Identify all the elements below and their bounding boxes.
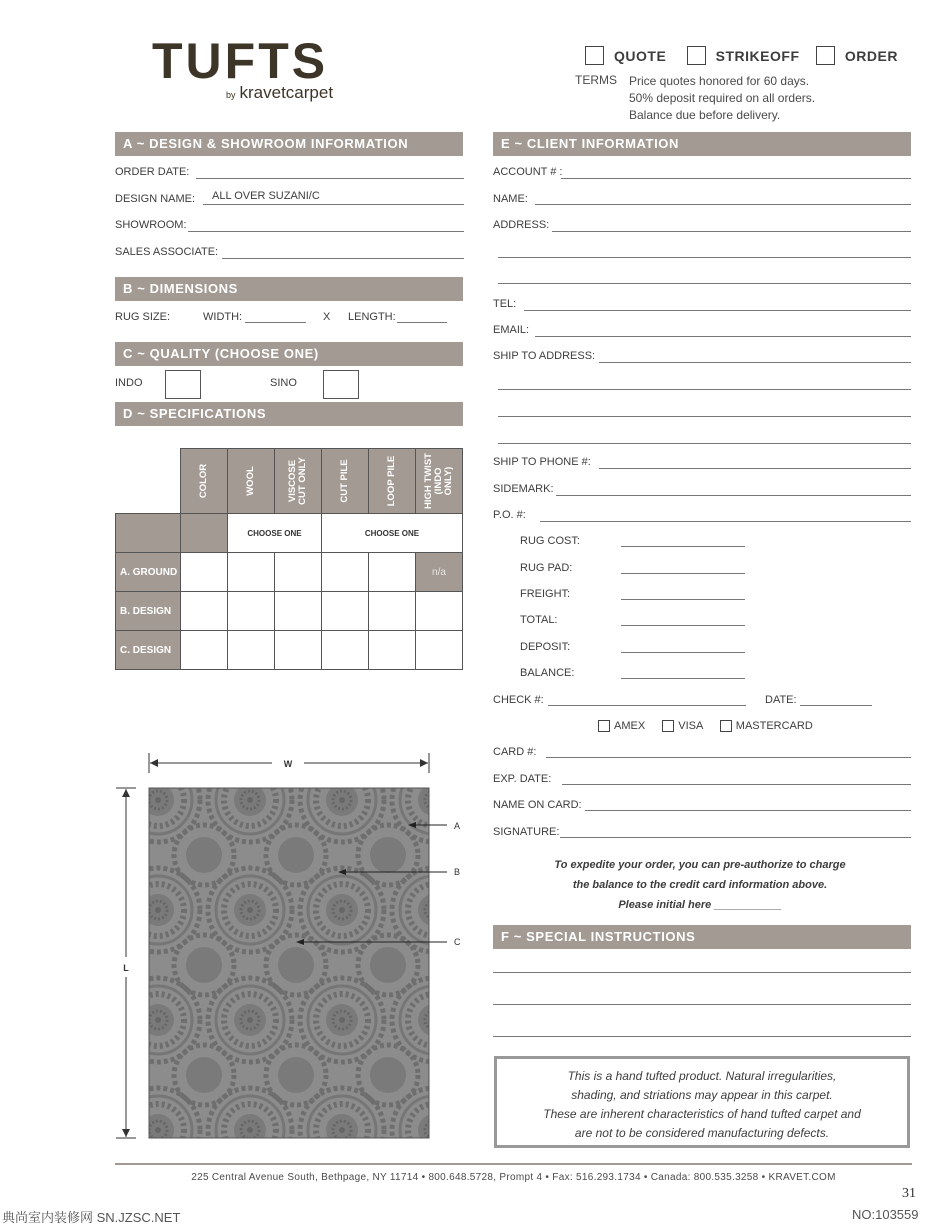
sino-label: SINO bbox=[270, 377, 297, 389]
col-cut-pile bbox=[322, 449, 369, 514]
name-field[interactable] bbox=[535, 204, 911, 205]
total-field[interactable] bbox=[621, 625, 745, 626]
watermark-left: 典尚室内装修网 SN.JZSC.NET bbox=[2, 1210, 181, 1225]
special-instructions-line-3[interactable] bbox=[493, 1036, 911, 1037]
mastercard-option[interactable] bbox=[720, 720, 813, 732]
length-label: LENGTH: bbox=[348, 311, 396, 323]
amex-label: AMEX bbox=[614, 720, 646, 732]
mastercard-label: MASTERCARD bbox=[735, 720, 813, 732]
spec-cell[interactable] bbox=[275, 592, 322, 631]
showroom-field[interactable] bbox=[188, 231, 464, 232]
sidemark-label: SIDEMARK: bbox=[493, 483, 554, 495]
signature-label: SIGNATURE: bbox=[493, 826, 560, 838]
col-loop-pile-label: LOOP PILE bbox=[386, 455, 397, 507]
design-name-field[interactable] bbox=[203, 204, 464, 205]
spec-cell[interactable] bbox=[369, 631, 416, 670]
name-on-card-field[interactable] bbox=[585, 810, 911, 811]
date-field[interactable] bbox=[800, 705, 872, 706]
rug-diagram bbox=[112, 745, 472, 1145]
exp-date-field[interactable] bbox=[562, 784, 911, 785]
spec-cell[interactable] bbox=[181, 631, 228, 670]
sales-associate-field[interactable] bbox=[222, 258, 464, 259]
address-line-2[interactable] bbox=[498, 257, 911, 258]
width-label: WIDTH: bbox=[203, 311, 243, 323]
sino-checkbox[interactable] bbox=[323, 370, 359, 399]
length-field[interactable] bbox=[397, 322, 447, 323]
disclaimer-line: These are inherent characteristics of hand tufted carpet and bbox=[543, 1107, 861, 1121]
x-label: X bbox=[323, 311, 331, 323]
callout-b: B bbox=[454, 867, 461, 877]
rug-cost-label: RUG COST: bbox=[520, 535, 580, 547]
section-e-header: E ~ CLIENT INFORMATION bbox=[493, 132, 911, 156]
spec-cell[interactable] bbox=[416, 631, 463, 670]
address-label: ADDRESS: bbox=[493, 219, 550, 231]
quote-checkbox[interactable] bbox=[585, 46, 604, 65]
option-quote[interactable] bbox=[585, 46, 666, 65]
strikeoff-checkbox[interactable] bbox=[687, 46, 706, 65]
col-wool-label: WOOL bbox=[245, 466, 256, 496]
po-label: P.O. #: bbox=[493, 509, 526, 521]
spec-cell[interactable] bbox=[181, 553, 228, 592]
footer-address: 225 Central Avenue South, Bethpage, NY 11714 • 800.648.5728, Prompt 4 • Fax: 516.293.1734 • Canada: 800.535.3258 • KRAVET.COM bbox=[191, 1172, 836, 1183]
balance-field[interactable] bbox=[621, 678, 745, 679]
address-line-3[interactable] bbox=[498, 283, 911, 284]
rug-pad-label: RUG PAD: bbox=[520, 562, 573, 574]
spec-choose-corner bbox=[116, 514, 181, 553]
spec-cell[interactable] bbox=[369, 553, 416, 592]
section-c-header: C ~ QUALITY (CHOOSE ONE) bbox=[115, 342, 463, 366]
ship-to-address-line-4[interactable] bbox=[498, 443, 911, 444]
terms-label: TERMS bbox=[575, 73, 617, 87]
order-date-field[interactable] bbox=[196, 178, 464, 179]
account-field[interactable] bbox=[561, 178, 911, 179]
order-checkbox[interactable] bbox=[816, 46, 835, 65]
check-field[interactable] bbox=[548, 705, 746, 706]
showroom-label: SHOWROOM: bbox=[115, 219, 187, 231]
section-a-header: A ~ DESIGN & SHOWROOM INFORMATION bbox=[115, 132, 463, 156]
option-strikeoff[interactable] bbox=[687, 46, 800, 65]
page-number: 31 bbox=[902, 1186, 916, 1201]
table-row bbox=[116, 631, 463, 670]
spec-cell[interactable] bbox=[228, 631, 275, 670]
hand-tufted-disclaimer bbox=[494, 1056, 910, 1148]
table-row bbox=[116, 592, 463, 631]
sales-associate-label: SALES ASSOCIATE: bbox=[115, 246, 219, 258]
ship-to-phone-label: SHIP TO PHONE #: bbox=[493, 456, 591, 468]
terms-line: Balance due before delivery. bbox=[629, 108, 781, 122]
spec-cell-na: n/a bbox=[416, 553, 463, 592]
col-high-twist bbox=[416, 449, 463, 514]
account-label: ACCOUNT # : bbox=[493, 166, 563, 178]
table-row bbox=[116, 553, 463, 592]
email-label: EMAIL: bbox=[493, 324, 530, 336]
name-label: NAME: bbox=[493, 193, 528, 205]
footer-divider bbox=[115, 1163, 912, 1165]
col-viscose-label: VISCOSE CUT ONLY bbox=[287, 457, 308, 505]
balance-label: BALANCE: bbox=[520, 667, 575, 679]
ship-to-phone-field[interactable] bbox=[599, 468, 911, 469]
deposit-label: DEPOSIT: bbox=[520, 641, 571, 653]
indo-checkbox[interactable] bbox=[165, 370, 201, 399]
spec-cell[interactable] bbox=[322, 631, 369, 670]
ship-to-address-label: SHIP TO ADDRESS: bbox=[493, 350, 596, 362]
order-date-label: ORDER DATE: bbox=[115, 166, 190, 178]
choose-one-fiber: CHOOSE ONE bbox=[228, 514, 322, 553]
sidemark-field[interactable] bbox=[556, 495, 911, 496]
mastercard-checkbox[interactable] bbox=[720, 720, 732, 732]
tel-label: TEL: bbox=[493, 298, 517, 310]
row-label-design-b: B. DESIGN bbox=[116, 592, 181, 631]
spec-cell[interactable] bbox=[181, 592, 228, 631]
col-wool bbox=[228, 449, 275, 514]
special-instructions-line-1[interactable] bbox=[493, 972, 911, 973]
visa-checkbox[interactable] bbox=[662, 720, 674, 732]
quote-label: QUOTE bbox=[614, 47, 667, 64]
col-high-twist-label: HIGH TWIST (INDO ONLY) bbox=[423, 453, 454, 509]
email-field[interactable] bbox=[535, 336, 911, 337]
col-cut-pile-label: CUT PILE bbox=[339, 459, 350, 503]
disclaimer-line: shading, and striations may appear in this carpet. bbox=[571, 1088, 833, 1102]
ship-to-address-field[interactable] bbox=[599, 362, 911, 363]
spec-cell[interactable] bbox=[275, 553, 322, 592]
spec-header-row bbox=[116, 449, 463, 514]
initial-here[interactable]: Please initial here ___________ bbox=[618, 899, 782, 911]
spec-choose-color bbox=[181, 514, 228, 553]
spec-cell[interactable] bbox=[228, 592, 275, 631]
w-label: W bbox=[283, 759, 293, 769]
section-f-header: F ~ SPECIAL INSTRUCTIONS bbox=[493, 925, 911, 949]
terms-line: 50% deposit required on all orders. bbox=[629, 91, 816, 105]
choose-one-pile: CHOOSE ONE bbox=[322, 514, 463, 553]
name-on-card-label: NAME ON CARD: bbox=[493, 799, 582, 811]
card-number-field[interactable] bbox=[546, 757, 911, 758]
section-b-header: B ~ DIMENSIONS bbox=[115, 277, 463, 301]
row-label-design-c: C. DESIGN bbox=[116, 631, 181, 670]
spec-corner bbox=[116, 449, 181, 514]
section-d-header: D ~ SPECIFICATIONS bbox=[115, 402, 463, 426]
col-viscose bbox=[275, 449, 322, 514]
spec-cell[interactable] bbox=[322, 553, 369, 592]
rug-pattern bbox=[149, 788, 429, 1138]
col-color-label: COLOR bbox=[198, 463, 209, 499]
total-label: TOTAL: bbox=[520, 614, 558, 626]
check-label: CHECK #: bbox=[493, 694, 544, 706]
spec-cell[interactable] bbox=[322, 592, 369, 631]
indo-label: INDO bbox=[115, 377, 143, 389]
logo-by: by bbox=[226, 90, 236, 100]
width-field[interactable] bbox=[245, 322, 306, 323]
row-label-ground: A. GROUND bbox=[116, 553, 181, 592]
spec-cell[interactable] bbox=[416, 592, 463, 631]
expedite-note bbox=[500, 855, 900, 915]
l-label: L bbox=[123, 963, 129, 973]
expedite-line: To expedite your order, you can pre-authorize to charge bbox=[554, 859, 846, 871]
order-type-options bbox=[585, 46, 904, 68]
visa-label: VISA bbox=[678, 720, 703, 732]
logo-title: TUFTS bbox=[152, 33, 329, 89]
terms-line: Price quotes honored for 60 days. bbox=[629, 74, 810, 88]
order-label: ORDER bbox=[844, 47, 898, 64]
option-order[interactable] bbox=[816, 46, 898, 65]
visa-option[interactable] bbox=[662, 720, 702, 732]
disclaimer-line: are not to be considered manufacturing defects. bbox=[574, 1126, 830, 1140]
po-field[interactable] bbox=[540, 521, 911, 522]
callout-c: C bbox=[454, 937, 461, 947]
watermark-right: NO:103559 bbox=[852, 1207, 919, 1222]
rug-cost-field[interactable] bbox=[621, 546, 745, 547]
col-color bbox=[181, 449, 228, 514]
disclaimer-line: This is a hand tufted product. Natural irregularities, bbox=[567, 1069, 837, 1083]
specifications-table bbox=[115, 448, 463, 670]
deposit-field[interactable] bbox=[621, 652, 745, 653]
address-field[interactable] bbox=[552, 231, 911, 232]
spec-cell[interactable] bbox=[228, 553, 275, 592]
card-type-options bbox=[598, 720, 813, 732]
ship-to-address-line-3[interactable] bbox=[498, 416, 911, 417]
callout-a: A bbox=[454, 821, 461, 831]
col-loop-pile bbox=[369, 449, 416, 514]
amex-option[interactable] bbox=[598, 720, 645, 732]
logo-brand-text: kravetcarpet bbox=[239, 83, 334, 102]
signature-field[interactable] bbox=[560, 837, 911, 838]
amex-checkbox[interactable] bbox=[598, 720, 610, 732]
spec-cell[interactable] bbox=[369, 592, 416, 631]
date-label: DATE: bbox=[765, 694, 797, 706]
terms-text bbox=[629, 73, 815, 124]
exp-date-label: EXP. DATE: bbox=[493, 773, 552, 785]
card-number-label: CARD #: bbox=[493, 746, 537, 758]
special-instructions-line-2[interactable] bbox=[493, 1004, 911, 1005]
tel-field[interactable] bbox=[524, 310, 911, 311]
design-name-value: ALL OVER SUZANI/C bbox=[212, 190, 320, 202]
strikeoff-label: STRIKEOFF bbox=[715, 47, 800, 64]
rug-size-label: RUG SIZE: bbox=[115, 311, 171, 323]
ship-to-address-line-2[interactable] bbox=[498, 389, 911, 390]
spec-cell[interactable] bbox=[275, 631, 322, 670]
design-name-label: DESIGN NAME: bbox=[115, 193, 196, 205]
freight-field[interactable] bbox=[621, 599, 745, 600]
spec-choose-row bbox=[116, 514, 463, 553]
freight-label: FREIGHT: bbox=[520, 588, 571, 600]
logo-brand bbox=[226, 83, 333, 103]
expedite-line: the balance to the credit card information above. bbox=[572, 879, 828, 891]
rug-pad-field[interactable] bbox=[621, 573, 745, 574]
